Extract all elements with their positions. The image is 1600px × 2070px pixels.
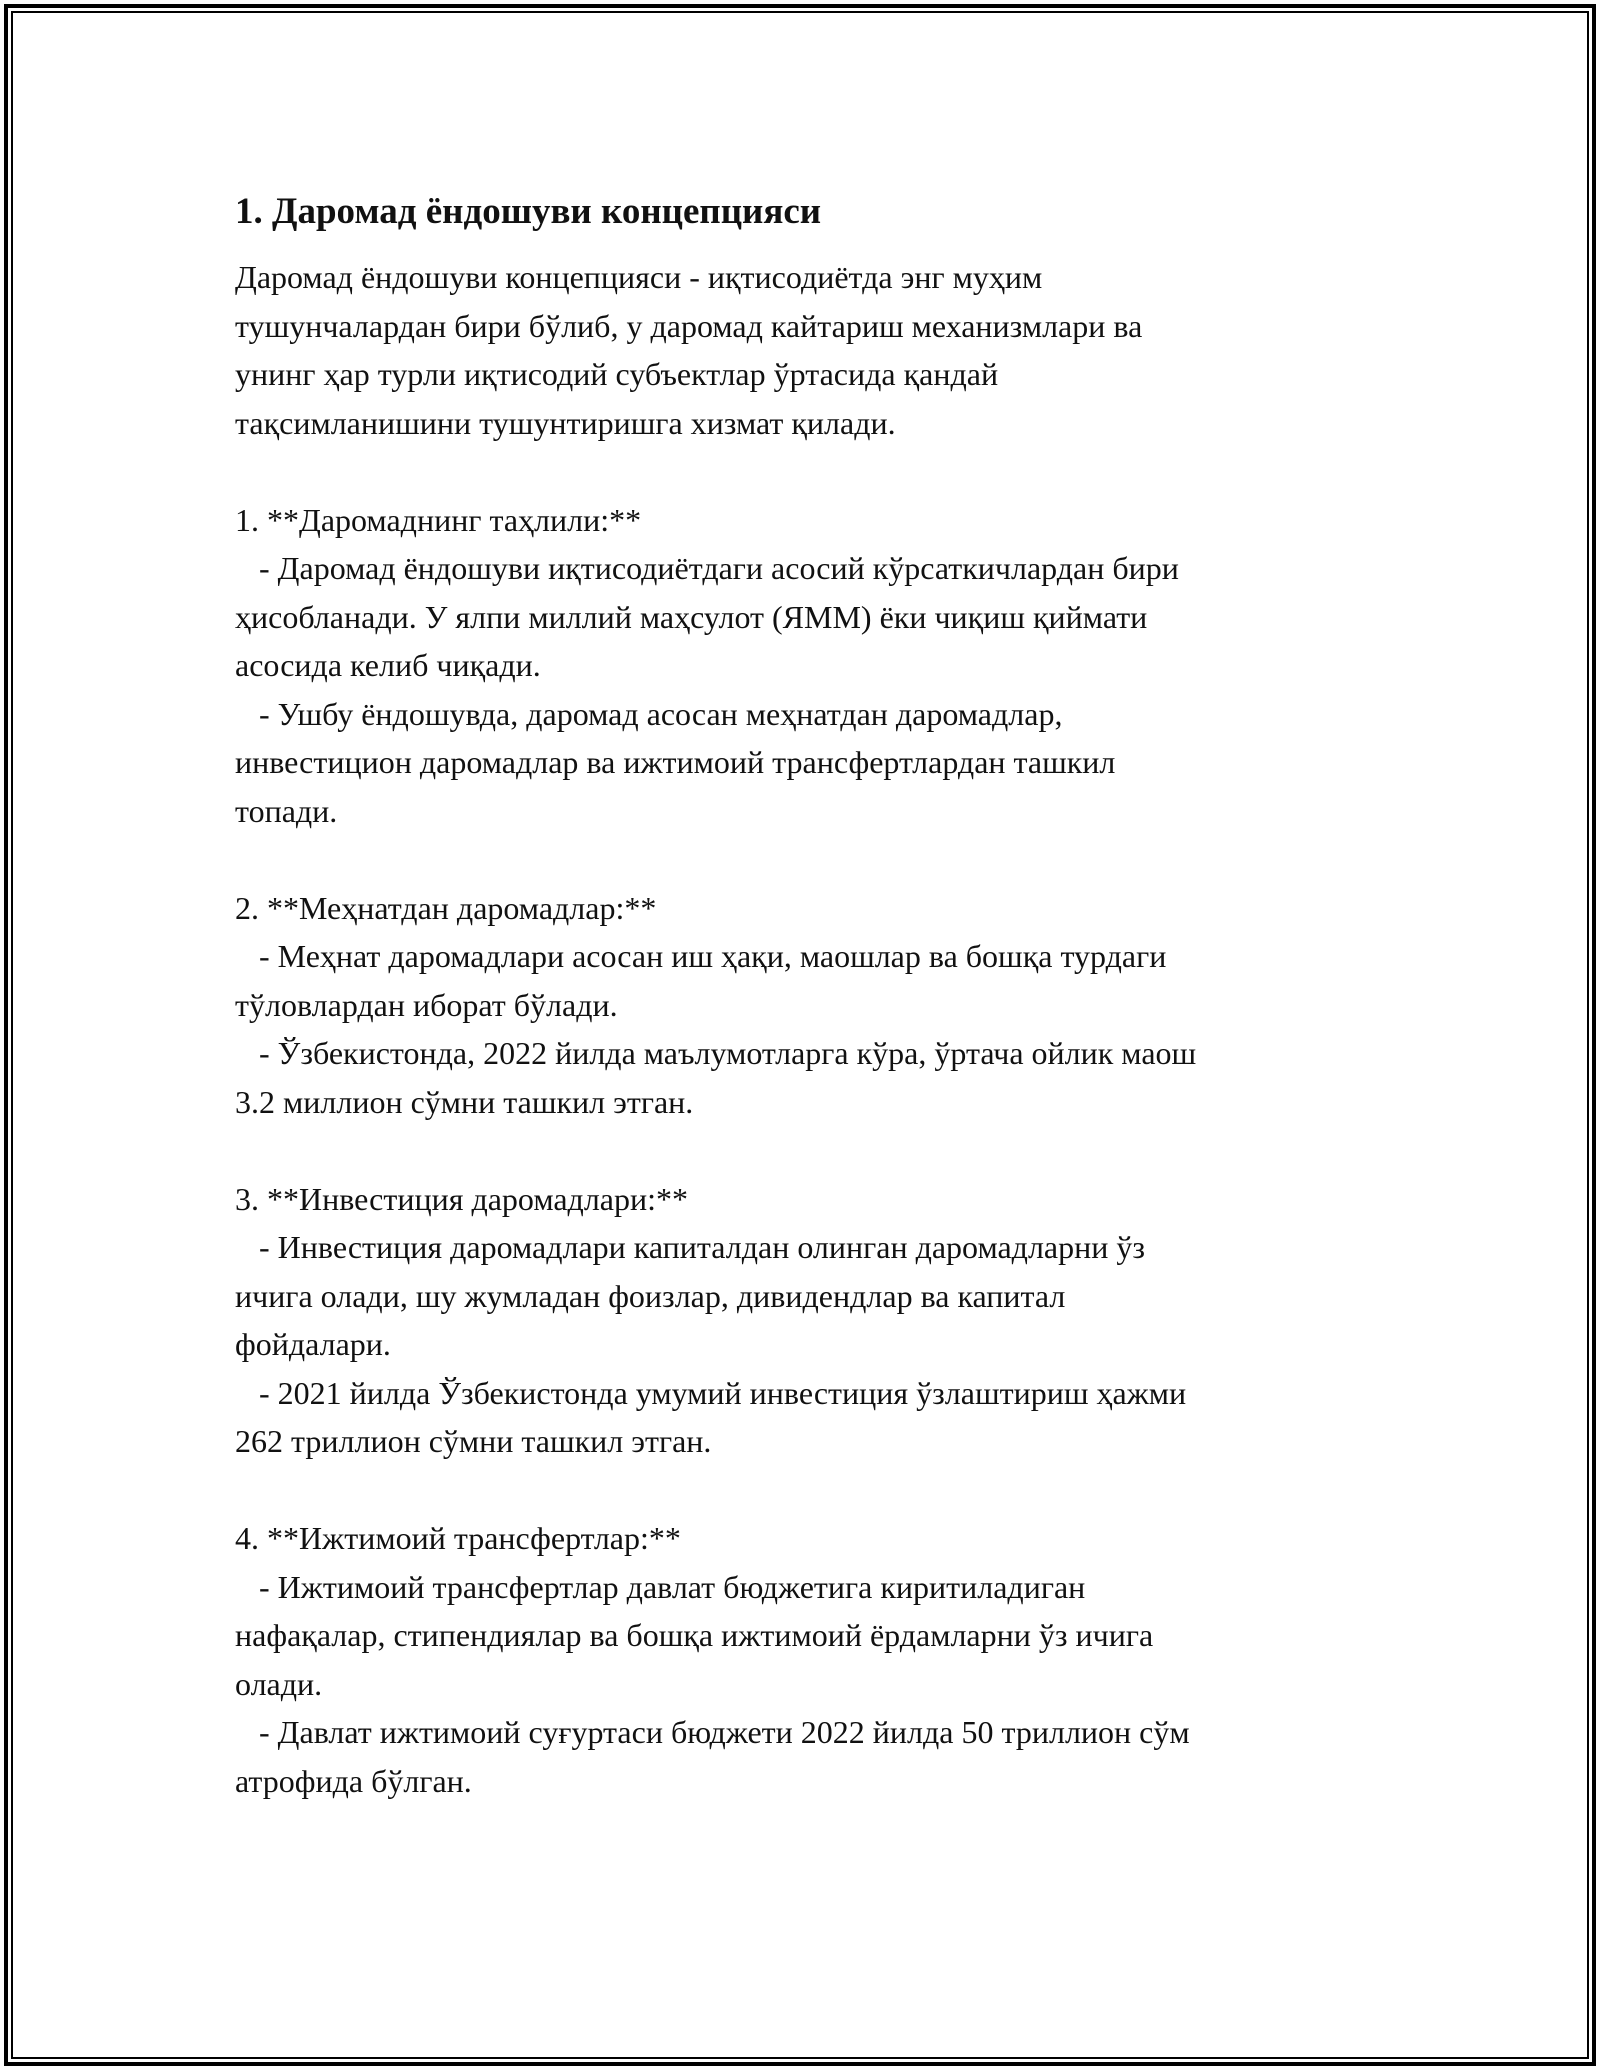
spacer-line	[235, 1126, 1365, 1175]
intro-paragraph: Даромад ёндошуви концепцияси - иқтисодиётда энг муҳим тушунчалардан бири бўлиб, у даромад кайтариш механизмлари ва унинг ҳар турли иқтисодий субъектлар ўртасида қандай тақсимланишини тушунтиришга хизмат қилади.	[235, 259, 1143, 441]
spacer-line	[235, 835, 1365, 884]
section-income-analysis: 1. **Даромаднинг таҳлили:** - Даромад ёндошуви иқтисодиётдаги асосий кўрсаткичлардан бири ҳисобланади. У ялпи миллий маҳсулот (ЯММ) ёки чиқиш қиймати асосида келиб чиқади. - Ушбу ёндошувда, даромад асосан меҳнатдан даромадлар, инвестицион даромадлар ва ижтимоий трансфертлардан ташкил топади.	[235, 501, 1179, 829]
spacer-line	[235, 1466, 1365, 1515]
document-body	[235, 188, 1365, 1805]
section-investment-income: 3. **Инвестиция даромадлари:** - Инвестиция даромадлари капиталдан олинган даромадларни ўз ичига олади, шу жумладан фоизлар, дивидендлар ва капитал фойдалари. - 2021 йилда Ўзбекистонда умумий инвестиция ўзлаштириш ҳажми 262 триллион сўмни ташкил этган.	[235, 1180, 1187, 1459]
spacer-line	[235, 447, 1365, 496]
section-social-transfers: 4. **Ижтимоий трансфертлар:** - Ижтимоий трансфертлар давлат бюджетига киритиладиган нафақалар, стипендиялар ва бошқа ижтимоий ёрдамларни ўз ичига олади. - Давлат ижтимоий суғуртаси бюджети 2022 йилда 50 триллион сўм атрофида бўлган.	[235, 1520, 1190, 1799]
document-title: 1. Даромад ёндошуви концепцияси	[235, 191, 822, 232]
section-labor-income: 2. **Меҳнатдан даромадлар:** - Меҳнат даромадлари асосан иш ҳақи, маошлар ва бошқа турдаги тўловлардан иборат бўлади. - Ўзбекистонда, 2022 йилда маълумотларга кўра, ўртача ойлик маош 3.2 миллион сўмни ташкил этган.	[235, 889, 1197, 1120]
